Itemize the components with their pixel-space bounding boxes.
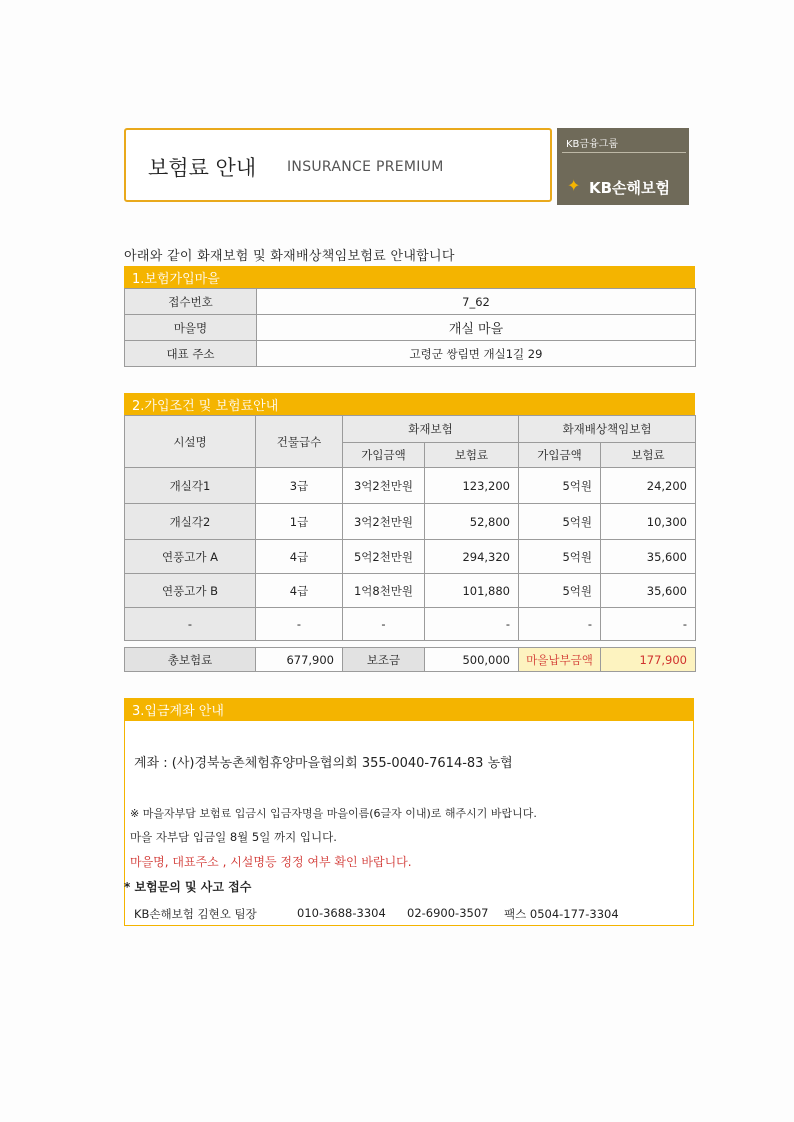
liab-premium: 24,200	[601, 468, 696, 504]
facility-name: 개실각1	[125, 468, 256, 504]
row-label: 마을명	[125, 315, 257, 341]
contact-mobile: 010-3688-3304	[297, 906, 386, 920]
liab-amount: 5억원	[519, 468, 601, 504]
fire-premium: 101,880	[425, 574, 519, 608]
fire-amount: 3억2천만원	[343, 468, 425, 504]
liab-amount: 5억원	[519, 574, 601, 608]
building-grade: -	[256, 608, 343, 641]
row-label: 접수번호	[125, 289, 257, 315]
premium-table	[124, 415, 696, 641]
contact-title: * 보험문의 및 사고 접수	[124, 880, 252, 894]
fire-premium: -	[425, 608, 519, 641]
table-row	[125, 648, 696, 672]
building-grade: 4급	[256, 540, 343, 574]
village-name: 개실 마을	[257, 315, 696, 341]
building-grade: 4급	[256, 574, 343, 608]
table-row	[125, 540, 696, 574]
liab-amount: -	[519, 608, 601, 641]
liab-premium: 10,300	[601, 504, 696, 540]
subsidy-label: 보조금	[343, 648, 425, 672]
header-fire: 화재보험	[343, 416, 519, 443]
facility-name: 연풍고가 B	[125, 574, 256, 608]
liab-premium: 35,600	[601, 574, 696, 608]
liab-amount: 5억원	[519, 540, 601, 574]
brand-group: KB금융그룹	[566, 139, 619, 150]
header-grade: 건물급수	[256, 416, 343, 468]
facility-name: 연풍고가 A	[125, 540, 256, 574]
village-payment-label: 마을납부금액	[519, 648, 601, 672]
table-row	[125, 574, 696, 608]
total-value: 677,900	[256, 648, 343, 672]
building-grade: 1급	[256, 504, 343, 540]
subsidy-value: 500,000	[425, 648, 519, 672]
building-grade: 3급	[256, 468, 343, 504]
logo-divider	[562, 152, 686, 153]
address: 고령군 쌍림면 개실1길 29	[257, 341, 696, 367]
village-payment-value: 177,900	[601, 648, 696, 672]
section1-header: 1.보험가입마을	[124, 266, 695, 288]
header-liability: 화재배상책임보험	[519, 416, 696, 443]
registration-number: 7_62	[257, 289, 696, 315]
deadline-note: 마을 자부담 입금일 8월 5일 까지 입니다.	[130, 830, 337, 844]
section2-header: 2.가입조건 및 보험료안내	[124, 393, 695, 415]
table-row	[125, 289, 696, 315]
header-liab-amount: 가입금액	[519, 443, 601, 468]
liab-premium: -	[601, 608, 696, 641]
contact-fax: 팩스 0504-177-3304	[504, 907, 619, 921]
contact-phone: 02-6900-3507	[407, 906, 489, 920]
fire-premium: 123,200	[425, 468, 519, 504]
table-row	[125, 608, 696, 641]
liab-amount: 5억원	[519, 504, 601, 540]
fire-amount: 1억8천만원	[343, 574, 425, 608]
fire-premium: 52,800	[425, 504, 519, 540]
table-row	[125, 504, 696, 540]
row-label: 대표 주소	[125, 341, 257, 367]
table-row	[125, 315, 696, 341]
total-label: 총보험료	[125, 648, 256, 672]
deposit-note: ※ 마을자부담 보험료 입금시 입금자명을 마을이름(6글자 이내)로 해주시기 바랍니다.	[130, 807, 537, 820]
page-subtitle: INSURANCE PREMIUM	[287, 159, 444, 175]
table-row	[125, 341, 696, 367]
facility-name: -	[125, 608, 256, 641]
account-info: 계좌 : (사)경북농촌체험휴양마을협의회 355-0040-7614-83 농협	[134, 756, 513, 771]
header-facility: 시설명	[125, 416, 256, 468]
contact-name: KB손해보험 김현오 팀장	[134, 907, 257, 921]
liab-premium: 35,600	[601, 540, 696, 574]
fire-amount: -	[343, 608, 425, 641]
header-fire-amount: 가입금액	[343, 443, 425, 468]
page-title: 보험료 안내	[148, 156, 257, 180]
totals-table	[124, 647, 696, 672]
brand-name: KB손해보험	[589, 179, 671, 197]
section1-table	[124, 288, 696, 367]
kb-star-icon: ✦	[567, 176, 581, 195]
intro-text: 아래와 같이 화재보험 및 화재배상책임보험료 안내합니다	[124, 249, 455, 264]
correction-notice: 마을명, 대표주소 , 시설명등 정정 여부 확인 바랍니다.	[130, 855, 412, 869]
fire-premium: 294,320	[425, 540, 519, 574]
header-fire-premium: 보험료	[425, 443, 519, 468]
fire-amount: 3억2천만원	[343, 504, 425, 540]
table-row	[125, 468, 696, 504]
facility-name: 개실각2	[125, 504, 256, 540]
section3-header: 3.입금계좌 안내	[124, 698, 694, 721]
fire-amount: 5억2천만원	[343, 540, 425, 574]
header-liab-premium: 보험료	[601, 443, 696, 468]
